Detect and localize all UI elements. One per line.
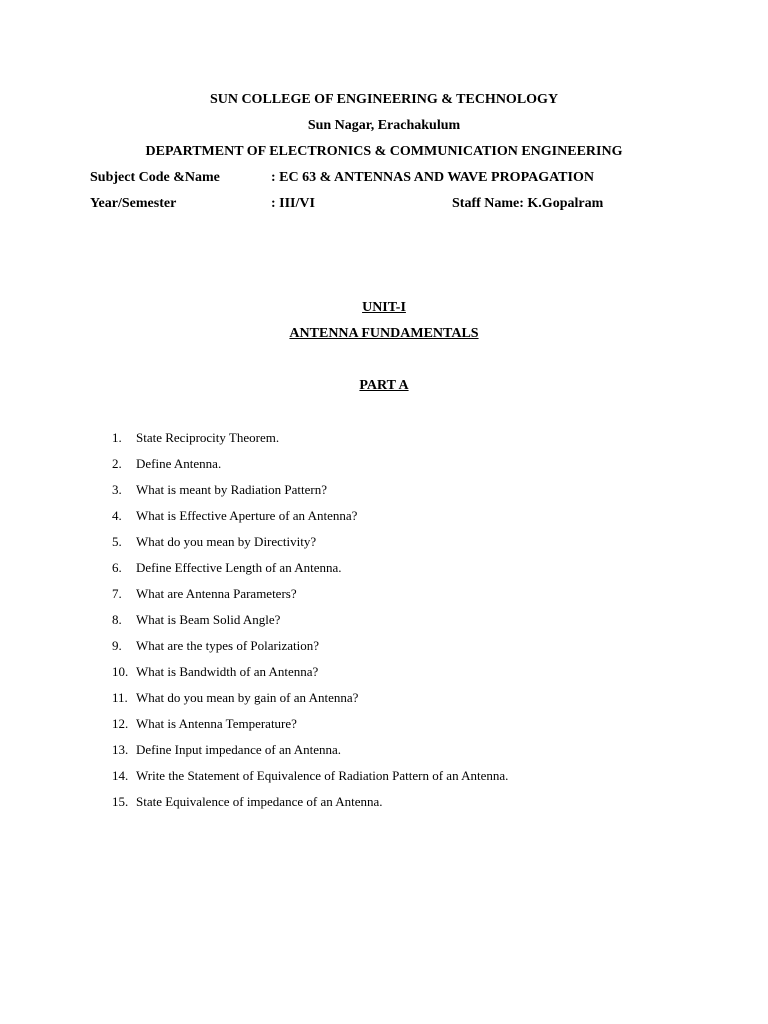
- part-heading: [0, 378, 768, 394]
- year-value: : III/VI: [271, 196, 315, 211]
- question-number: 7.: [112, 586, 122, 601]
- topic-heading: [0, 326, 768, 342]
- question-text: What do you mean by gain of an Antenna?: [136, 690, 359, 705]
- question-number: 3.: [112, 482, 122, 497]
- topic-heading-text: ANTENNA FUNDAMENTALS: [289, 326, 479, 341]
- question-text: What is meant by Radiation Pattern?: [136, 482, 327, 497]
- question-text: What is Bandwidth of an Antenna?: [136, 664, 319, 679]
- question-item: [112, 716, 508, 742]
- question-text: State Reciprocity Theorem.: [136, 430, 280, 445]
- question-item: [112, 742, 508, 768]
- question-number: 15.: [112, 794, 129, 809]
- question-number: 2.: [112, 456, 122, 471]
- question-text: What are Antenna Parameters?: [136, 586, 297, 601]
- question-text: What is Antenna Temperature?: [136, 716, 297, 731]
- question-item: [112, 534, 508, 560]
- staff-name: Staff Name: K.Gopalram: [452, 196, 604, 211]
- unit-heading-text: UNIT-I: [362, 300, 406, 315]
- part-heading-text: PART A: [359, 378, 409, 393]
- question-number: 4.: [112, 508, 122, 523]
- subject-label: Subject Code &Name: [90, 170, 220, 185]
- question-number: 11.: [112, 690, 128, 705]
- question-number: 8.: [112, 612, 122, 627]
- question-number: 13.: [112, 742, 129, 757]
- question-item: [112, 638, 508, 664]
- question-item: [112, 768, 508, 794]
- question-text: Define Antenna.: [136, 456, 222, 471]
- question-number: 5.: [112, 534, 122, 549]
- question-text: What is Beam Solid Angle?: [136, 612, 281, 627]
- question-item: [112, 508, 508, 534]
- question-text: Write the Statement of Equivalence of Radiation Pattern of an Antenna.: [136, 768, 509, 783]
- question-text: Define Input impedance of an Antenna.: [136, 742, 342, 757]
- question-item: [112, 482, 508, 508]
- question-item: [112, 456, 508, 482]
- question-text: State Equivalence of impedance of an Antenna.: [136, 794, 383, 809]
- question-text: What is Effective Aperture of an Antenna?: [136, 508, 358, 523]
- question-text: What are the types of Polarization?: [136, 638, 320, 653]
- question-number: 10.: [112, 664, 129, 679]
- question-item: [112, 430, 508, 456]
- question-item: [112, 612, 508, 638]
- question-item: [112, 586, 508, 612]
- question-item: [112, 690, 508, 716]
- department-name: DEPARTMENT OF ELECTRONICS & COMMUNICATION ENGINEERING: [145, 144, 623, 159]
- question-text: Define Effective Length of an Antenna.: [136, 560, 342, 575]
- subject-value: : EC 63 & ANTENNAS AND WAVE PROPAGATION: [271, 170, 594, 185]
- unit-heading: [0, 300, 768, 316]
- question-item: [112, 560, 508, 586]
- question-item: [112, 794, 508, 820]
- question-number: 1.: [112, 430, 122, 445]
- college-address: Sun Nagar, Erachakulum: [307, 118, 461, 133]
- question-list: [112, 430, 508, 820]
- question-number: 9.: [112, 638, 122, 653]
- question-number: 14.: [112, 768, 129, 783]
- college-name: SUN COLLEGE OF ENGINEERING & TECHNOLOGY: [209, 92, 559, 107]
- question-text: What do you mean by Directivity?: [136, 534, 317, 549]
- question-item: [112, 664, 508, 690]
- year-label: Year/Semester: [90, 196, 177, 211]
- question-number: 12.: [112, 716, 129, 731]
- question-number: 6.: [112, 560, 122, 575]
